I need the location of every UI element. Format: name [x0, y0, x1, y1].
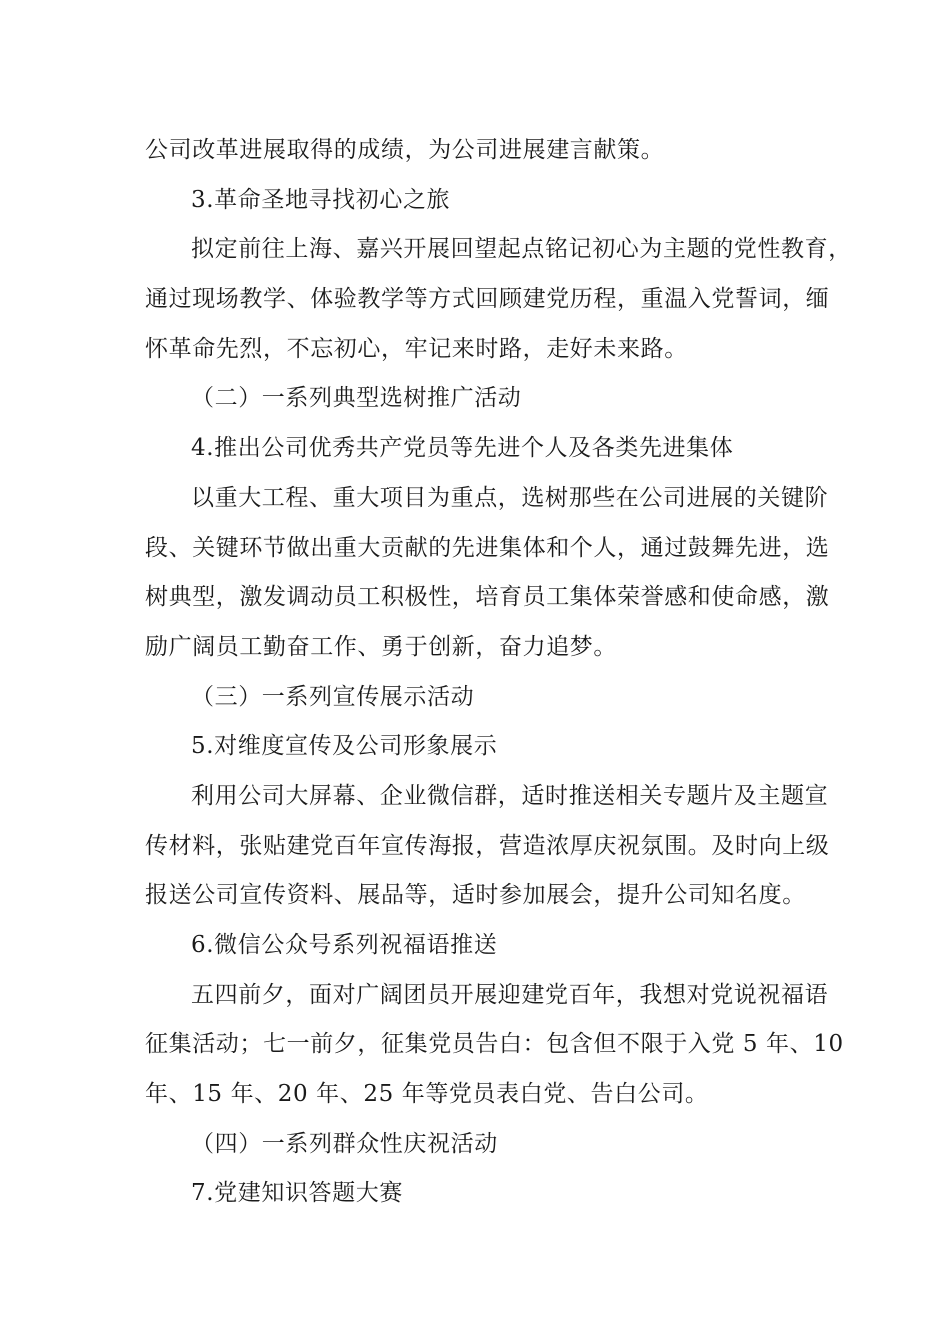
paragraph-line: 征集活动；七一前夕，征集党员告白：包含但不限于入党 5 年、10	[145, 1031, 844, 1058]
section-heading-6: 6.微信公众号系列祝福语推送	[191, 932, 498, 958]
section-heading-5: 5.对维度宣传及公司形象展示	[191, 733, 498, 760]
section-heading-3: 3.革命圣地寻找初心之旅	[191, 186, 451, 213]
paragraph-line: 励广阔员工勤奋工作、勇于创新，奋力追梦。	[145, 633, 617, 660]
paragraph-line: 报送公司宣传资料、展品等，适时参加展会，提升公司知名度。	[145, 882, 806, 909]
paragraph-line: 以重大工程、重大项目为重点，选树那些在公司进展的关键阶	[191, 484, 829, 511]
paragraph-line: 通过现场教学、体验教学等方式回顾建党历程，重温入党誓词，缅	[145, 286, 830, 313]
paragraph-line: 怀革命先烈，不忘初心，牢记来时路，走好未来路。	[145, 335, 688, 362]
paragraph-line: 段、关键环节做出重大贡献的先进集体和个人，通过鼓舞先进，选	[145, 534, 830, 561]
subsection-heading-3: （三）一系列宣传展示活动	[191, 683, 475, 710]
section-heading-7: 7.党建知识答题大赛	[191, 1180, 403, 1207]
paragraph-line: 树典型，激发调动员工积极性，培育员工集体荣誉感和使命感，激	[145, 584, 830, 611]
document-body	[145, 126, 852, 1219]
subsection-heading-2: （二）一系列典型选树推广活动	[191, 385, 522, 412]
paragraph-line: 公司改革进展取得的成绩，为公司进展建言献策。	[145, 137, 665, 163]
paragraph-line: 年、15 年、20 年、25 年等党员表白党、告白公司。	[145, 1081, 709, 1108]
subsection-heading-4: （四）一系列群众性庆祝活动	[191, 1130, 498, 1157]
paragraph-line: 利用公司大屏幕、企业微信群，适时推送相关专题片及主题宣	[191, 782, 829, 809]
paragraph-line: 拟定前往上海、嘉兴开展回望起点铭记初心为主题的党性教育，	[191, 236, 852, 263]
section-heading-4: 4.推出公司优秀共产党员等先进个人及各类先进集体	[191, 435, 734, 462]
paragraph-line: 五四前夕，面对广阔团员开展迎建党百年，我想对党说祝福语	[191, 981, 829, 1008]
paragraph-line: 传材料，张贴建党百年宣传海报，营造浓厚庆祝氛围。及时向上级	[145, 832, 830, 859]
